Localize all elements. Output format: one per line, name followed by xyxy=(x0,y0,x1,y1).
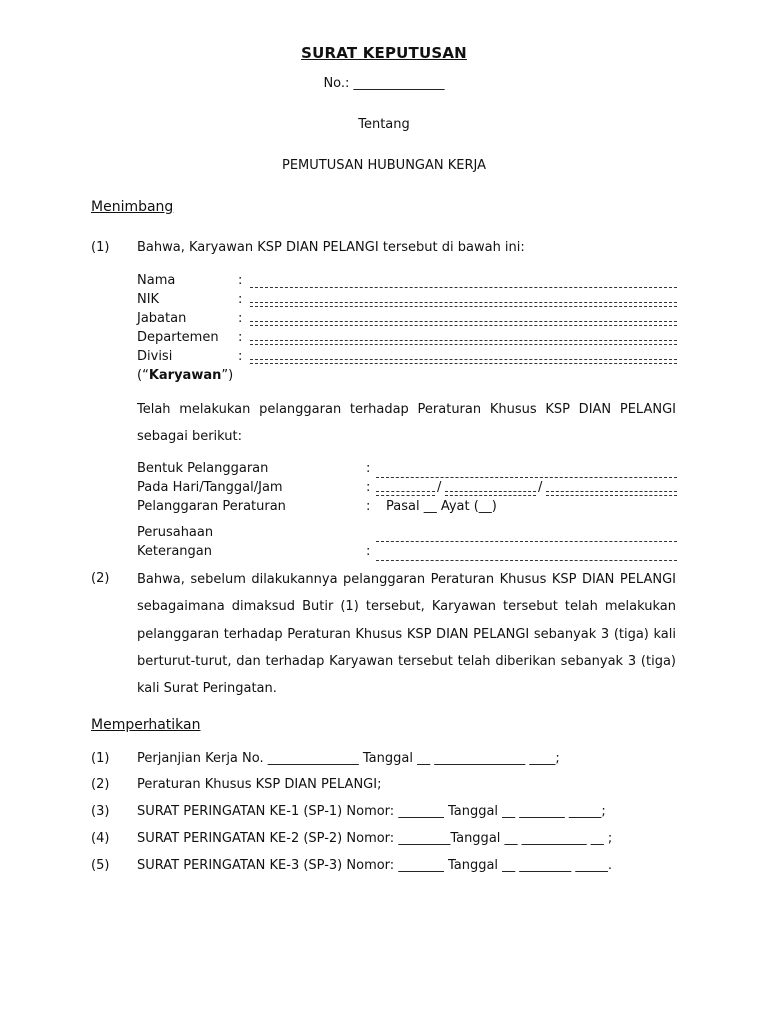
field-colon: : xyxy=(238,349,243,364)
list-item-number: (4) xyxy=(91,831,110,846)
field-label-perusahaan: Perusahaan xyxy=(137,525,214,540)
field-line-hari xyxy=(376,491,435,496)
field-label-nama: Nama xyxy=(137,273,176,288)
document-number: No.: ______________ xyxy=(323,76,445,91)
karyawan-label: (“Karyawan”) xyxy=(137,368,234,383)
section-heading-memperhatikan: Memperhatikan xyxy=(91,717,201,733)
field-label-nik: NIK xyxy=(137,292,160,307)
field-line-departemen xyxy=(250,340,677,345)
section-heading-menimbang: Menimbang xyxy=(91,199,174,215)
document-about: Tentang xyxy=(358,117,410,132)
date-separator: / xyxy=(538,480,543,495)
field-label-jabatan: Jabatan xyxy=(137,311,187,326)
field-label-hari-tanggal-jam: Pada Hari/Tanggal/Jam xyxy=(137,480,283,495)
item-2-text: Bahwa, sebelum dilakukannya pelanggaran Peraturan Khusus KSP DIAN PELANGI sebagaimana dimaksud Butir (1) tersebut, Karyawan tersebut telah melakukan pelanggaran terhadap Peraturan Khusus KSP DIAN PELANGI sebanyak 3 (tiga) kali berturut-turut, dan terhadap Karyawan tersebut telah diberikan sebanyak 3 (tiga) kali Surat Peringatan. xyxy=(137,572,676,697)
item-number-2: (2) xyxy=(91,571,110,586)
field-label-keterangan: Keterangan xyxy=(137,544,212,559)
field-colon: : xyxy=(238,311,243,326)
field-label-bentuk-pelanggaran: Bentuk Pelanggaran xyxy=(137,461,269,476)
field-colon: : xyxy=(366,480,371,495)
field-colon: : xyxy=(366,544,371,559)
field-label-divisi: Divisi xyxy=(137,349,173,364)
date-separator: / xyxy=(437,480,442,495)
list-item: SURAT PERINGATAN KE-3 (SP-3) Nomor: _______ Tanggal __ ________ _____. xyxy=(137,858,613,873)
list-item: SURAT PERINGATAN KE-1 (SP-1) Nomor: _______ Tanggal __ _______ _____; xyxy=(137,804,606,819)
list-item: SURAT PERINGATAN KE-2 (SP-2) Nomor: ________Tanggal __ __________ __ ; xyxy=(137,831,613,846)
field-label-departemen: Departemen xyxy=(137,330,219,345)
field-colon: : xyxy=(366,461,371,476)
field-line-nik xyxy=(250,302,677,307)
field-label-pelanggaran-peraturan: Pelanggaran Peraturan xyxy=(137,499,286,514)
field-line-tanggal xyxy=(445,491,536,496)
list-item: Perjanjian Kerja No. ______________ Tanggal __ ______________ ____; xyxy=(137,751,560,766)
field-colon: : xyxy=(366,499,371,514)
item-number-1: (1) xyxy=(91,240,110,255)
field-value-pasal-ayat: Pasal __ Ayat (__) xyxy=(386,499,497,514)
field-line-perusahaan xyxy=(376,541,677,542)
list-item-number: (2) xyxy=(91,777,110,792)
document-title: SURAT KEPUTUSAN xyxy=(301,44,467,62)
item-1-intro: Bahwa, Karyawan KSP DIAN PELANGI tersebut di bawah ini: xyxy=(137,240,525,255)
list-item: Peraturan Khusus KSP DIAN PELANGI; xyxy=(137,777,382,792)
field-line-jabatan xyxy=(250,321,677,326)
list-item-number: (3) xyxy=(91,804,110,819)
field-line-keterangan xyxy=(376,560,677,561)
field-colon: : xyxy=(238,273,243,288)
list-item-number: (1) xyxy=(91,751,110,766)
field-line-divisi xyxy=(250,359,677,364)
field-colon: : xyxy=(238,292,243,307)
field-line-nama xyxy=(250,287,677,288)
field-line-jam xyxy=(546,491,677,496)
violation-text: Telah melakukan pelanggaran terhadap Peraturan Khusus KSP DIAN PELANGI sebagai berikut: xyxy=(137,402,676,445)
field-line-bentuk-pelanggaran xyxy=(376,477,677,478)
field-colon: : xyxy=(238,330,243,345)
document-subject: PEMUTUSAN HUBUNGAN KERJA xyxy=(281,158,487,173)
list-item-number: (5) xyxy=(91,858,110,873)
